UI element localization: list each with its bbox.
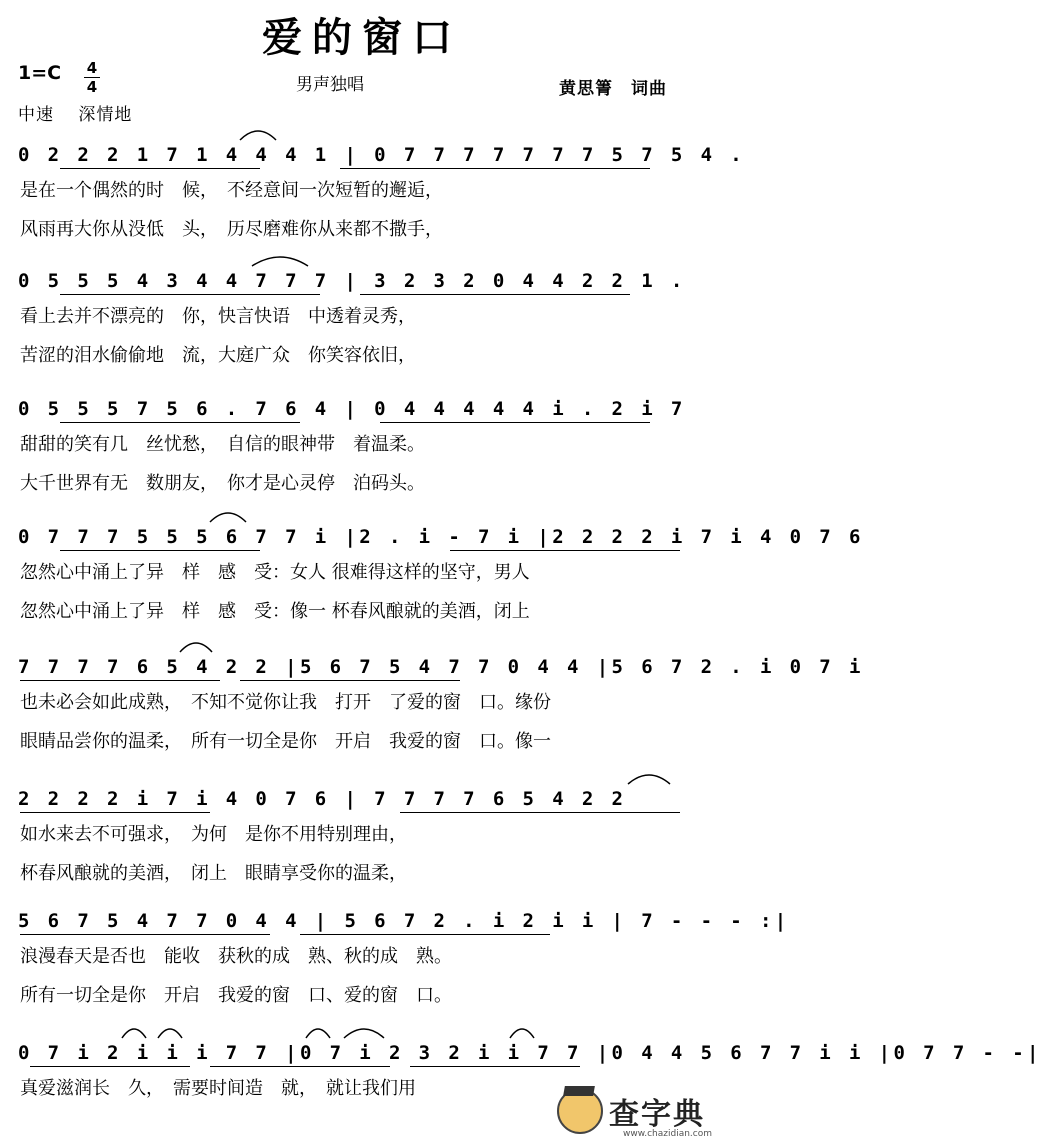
slur-mark: [250, 248, 310, 268]
eighth-beam: [410, 1066, 580, 1067]
song-title: 爱的窗口: [262, 14, 462, 61]
mascot-icon: [557, 1088, 603, 1134]
tempo-speed: 中速: [18, 105, 54, 125]
eighth-beam: [300, 934, 550, 935]
meter-top: 4: [86, 59, 98, 77]
notation-line: 0 7 i 2 i i i 7 7 |0 7 i 2 3 2 i i 7 7 |0 4 4 5 6 7 7 i i |0 7 7 - -|: [18, 1042, 1042, 1064]
notation-line: 0 7 7 7 5 5 5 6 7 7 i |2 . i - 7 i |2 2 2 2 i 7 i 4 0 7 6: [18, 526, 864, 548]
watermark-logo: [546, 1083, 716, 1139]
slur-mark: [304, 1020, 332, 1040]
lyric-verse-2: 眼睛品尝你的温柔， 所有一切全是你 开启 我爱的窗 口。像一: [20, 731, 551, 752]
lyric-verse-2: 忽然心中涌上了异 样 感 受：像一 杯春风酿就的美酒，闭上: [20, 601, 530, 622]
notation-line: 0 5 5 5 7 5 6 . 7 6 4 | 0 4 4 4 4 4 i . 2 i 7: [18, 398, 686, 420]
slur-mark: [208, 504, 248, 524]
notation-line: 5 6 7 5 4 7 7 0 4 4 | 5 6 7 2 . i 2 i i | 7 - - - :|: [18, 910, 790, 932]
eighth-beam: [450, 550, 680, 551]
author-credit: 黄思箐 词曲: [559, 79, 667, 99]
eighth-beam: [20, 812, 210, 813]
eighth-beam: [240, 680, 460, 681]
eighth-beam: [210, 1066, 390, 1067]
eighth-beam: [60, 422, 300, 423]
slur-mark: [342, 1020, 386, 1040]
slur-mark: [238, 122, 278, 142]
lyric-verse-1: 看上去并不漂亮的 你，快言快语 中透着灵秀，: [20, 306, 416, 327]
eighth-beam: [60, 294, 320, 295]
watermark-url: www.chazidian.com: [622, 1129, 712, 1139]
slur-mark: [508, 1020, 536, 1040]
slur-mark: [178, 634, 214, 654]
notation-line: 0 2 2 2 1 7 1 4 4 4 1 | 0 7 7 7 7 7 7 7 5 7 5 4 .: [18, 144, 746, 166]
lyric-verse-1: 也未必会如此成熟， 不知不觉你让我 打开 了爱的窗 口。缘份: [20, 692, 551, 713]
lyric-verse-1: 真爱滋润长 久， 需要时间造 就， 就让我们用: [20, 1078, 434, 1099]
slur-mark: [626, 766, 672, 786]
eighth-beam: [30, 1066, 190, 1067]
lyric-verse-1: 浪漫春天是否也 能收 获秋的成 熟、秋的成 熟。: [20, 946, 452, 967]
lyric-verse-2: 大千世界有无 数朋友， 你才是心灵停 泊码头。: [20, 473, 425, 494]
watermark-name: 查字典: [609, 1097, 705, 1132]
lyric-verse-1: 是在一个偶然的时 候， 不经意间一次短暂的邂逅，: [20, 180, 443, 201]
meter-bottom: 4: [86, 78, 98, 96]
lyric-verse-2: 风雨再大你从没低 头， 历尽磨难你从来都不撒手，: [20, 219, 443, 240]
eighth-beam: [20, 680, 220, 681]
lyric-verse-2: 杯春风酿就的美酒， 闭上 眼睛享受你的温柔，: [20, 863, 407, 884]
eighth-beam: [60, 550, 260, 551]
notation-line: 0 5 5 5 4 3 4 4 7 7 7 | 3 2 3 2 0 4 4 2 2 1 .: [18, 270, 686, 292]
key-signature: 1=C: [18, 62, 62, 84]
slur-mark: [120, 1020, 148, 1040]
eighth-beam: [60, 168, 260, 169]
performance-note: 男声独唱: [296, 75, 364, 95]
time-signature: [84, 60, 100, 95]
slur-mark: [156, 1020, 184, 1040]
eighth-beam: [400, 812, 680, 813]
lyric-verse-2: 苦涩的泪水偷偷地 流，大庭广众 你笑容依旧，: [20, 345, 416, 366]
eighth-beam: [340, 168, 650, 169]
notation-line: 7 7 7 7 6 5 4 2 2 |5 6 7 5 4 7 7 0 4 4 |5 6 7 2 . i 0 7 i: [18, 656, 864, 678]
lyric-verse-1: 如水来去不可强求， 为何 是你不用特别理由，: [20, 824, 407, 845]
eighth-beam: [380, 422, 650, 423]
lyric-verse-1: 甜甜的笑有几 丝忧愁， 自信的眼神带 着温柔。: [20, 434, 425, 455]
tempo-expression: 深情地: [78, 105, 133, 125]
lyric-verse-2: 所有一切全是你 开启 我爱的窗 口、爱的窗 口。: [20, 985, 452, 1006]
eighth-beam: [20, 934, 270, 935]
lyric-verse-1: 忽然心中涌上了异 样 感 受：女人 很难得这样的坚守，男人: [20, 562, 530, 583]
eighth-beam: [360, 294, 630, 295]
notation-line: 2 2 2 2 i 7 i 4 0 7 6 | 7 7 7 7 6 5 4 2 2: [18, 788, 627, 810]
tempo-marking: [18, 100, 150, 125]
